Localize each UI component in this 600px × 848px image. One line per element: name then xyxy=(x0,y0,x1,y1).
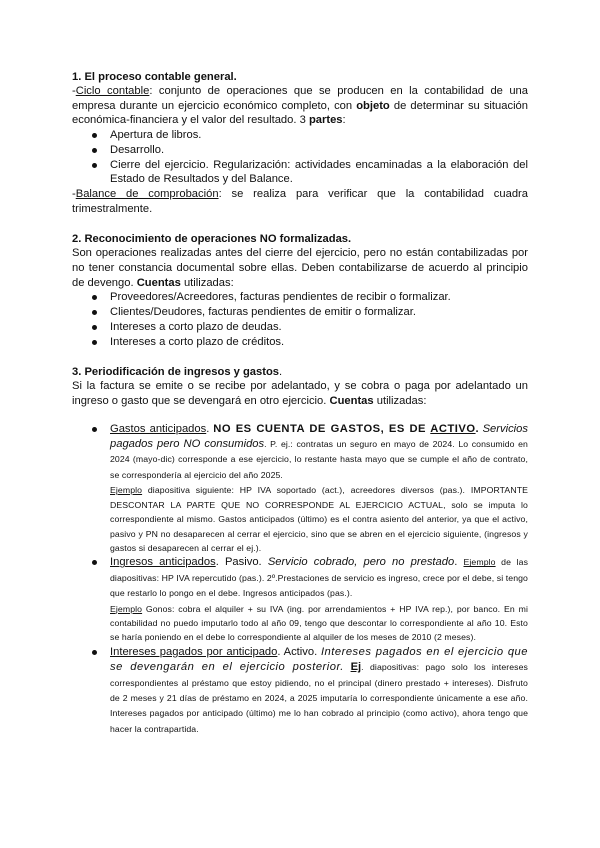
section-1-title: 1. El proceso contable general. xyxy=(72,71,237,83)
ejemplo-line xyxy=(110,602,528,645)
text: Gonos: cobra el alquiler + su IVA (ing. por arrendamientos + HP IVA rep.), por banco. En mi contabilidad no puedo imputarlo todo al año 09, tengo que descontar lo correspondiente al año 10. Esto se haría poniendo en el debe lo correspondiente al alquiler de los meses de 2010 (2 meses). xyxy=(110,603,528,643)
objeto-word: objeto xyxy=(356,99,390,112)
list-item-text: Desarrollo. xyxy=(110,143,165,156)
bullet-icon xyxy=(92,325,97,330)
activo-word: ACTIVO xyxy=(430,422,476,435)
section-3-title xyxy=(72,365,528,379)
ingresos-anticipados-term: Ingresos anticipados xyxy=(110,556,216,569)
text: de las diapositivas: HP IVA repercutido (pas.). 2º.Prestaciones de servicio es ingreso, crece por el debe, si tengo que restarlo lo pongo en el debe. Ingresos anticipados (pas.). xyxy=(110,557,529,599)
text: de determinar su situación económica-financiera y el valor del resultado. 3 xyxy=(72,99,528,127)
ciclo-contable-term: Ciclo contable xyxy=(75,85,150,97)
text: Son operaciones realizadas antes del cierre del ejercicio, pero no están contabilizadas por no tener constancia documental sobre ellas. Deben contabilizarse de acuerdo al principio de devengo. xyxy=(72,247,528,289)
text: . Activo. xyxy=(277,645,321,658)
balance-term: Balance de comprobación xyxy=(75,187,219,200)
text: . Pasivo. xyxy=(215,556,268,569)
list-item-text: Clientes/Deudores, facturas pendientes de emitir o formalizar. xyxy=(110,306,416,319)
bullet-icon xyxy=(92,560,97,565)
section-2-title: 2. Reconocimiento de operaciones NO formalizadas. xyxy=(72,233,352,246)
list-item xyxy=(72,158,528,187)
list-item-text: Proveedores/Acreedores, facturas pendientes de recibir o formalizar. xyxy=(110,291,451,304)
title-text: 3. Periodificación de ingresos y gastos xyxy=(72,366,280,379)
list-item xyxy=(72,143,528,158)
list-item-text: Cierre del ejercicio. Regularización: actividades encaminadas a la elaboración del Estado de Resultados y del Balance. xyxy=(110,158,528,186)
text: utilizadas: xyxy=(180,276,234,289)
bullet-icon xyxy=(92,340,97,345)
text: . diapositivas: pago solo los intereses correspondientes al préstamo que estoy pidiendo, no el principal (dinero prestado + intereses). Disfruto de 2 meses y 21 días de préstamo en 2024, a 2025 imputaría lo correspondiente únicamente a ese año. Intereses pagados por anticipado (último) me lo han cobrado al principio (como activo), ahora tengo que hacer la contrapartida. xyxy=(110,662,528,734)
space xyxy=(344,662,351,673)
intereses-pagados-term: Intereses pagados por anticipado xyxy=(110,645,278,658)
ej-word: Ej xyxy=(350,661,362,674)
list-item xyxy=(72,128,528,143)
dot: . xyxy=(206,422,210,435)
bullet-icon xyxy=(92,650,97,655)
list-item-ingresos-anticipados xyxy=(72,555,528,644)
section-3-paragraph xyxy=(72,379,528,408)
section-3-list xyxy=(72,422,528,738)
bullet-icon xyxy=(92,295,97,300)
servicio-cobrado-italic: Servicio cobrado, pero no prestado xyxy=(267,556,455,569)
text: : se realiza para verificar que la contabilidad cuadra trimestralmente. xyxy=(72,187,528,215)
dot: . xyxy=(454,556,464,569)
ejemplo-line xyxy=(110,483,528,555)
list-item xyxy=(72,305,528,320)
ejemplo-word: Ejemplo xyxy=(463,557,496,568)
cuentas-word: Cuentas xyxy=(329,394,374,407)
text: diapositiva siguiente: HP IVA soportado (act.), acreedores diversos (pas.). IMPORTANTE DESCONTAR LA PARTE QUE NO CORRESPONDE AL EJERCICIO ACTUAL, solo se imputa lo correspondiente al mismo. Gastos anticipados (último) es el contra asiento del anterior, ya que el activo, pasivo y PN no desaparecen al cerrar el ejercicio, sino que se abren en el ejercicio siguiente, (ingresos y gastos si desaparecen al cerrar el ej.). xyxy=(110,485,528,553)
bullet-icon xyxy=(92,163,97,168)
balance-paragraph xyxy=(72,187,528,216)
list-item xyxy=(72,320,528,335)
dash: - xyxy=(72,85,76,97)
list-item-intereses-pagados xyxy=(72,645,528,737)
cuentas-word: Cuentas xyxy=(136,276,181,289)
section-1-list xyxy=(72,128,528,187)
list-item xyxy=(72,335,528,350)
colon: : xyxy=(342,114,346,127)
title-dot: . xyxy=(279,366,283,379)
list-item xyxy=(72,290,528,305)
document-content xyxy=(72,70,528,737)
dot: . xyxy=(475,422,479,435)
text: utilizadas: xyxy=(373,394,427,407)
ciclo-contable-paragraph xyxy=(72,84,528,128)
gastos-anticipados-term: Gastos anticipados xyxy=(110,422,207,435)
ejemplo-word: Ejemplo xyxy=(110,485,143,496)
no-es-cuenta-text: NO ES CUENTA DE GASTOS, ES DE xyxy=(213,422,431,435)
dash: - xyxy=(72,187,76,200)
list-item-text: Apertura de libros. xyxy=(110,129,202,142)
servicios-italic: Servicios pagados pero NO consumidos xyxy=(110,422,528,451)
intereses-italic: Intereses pagados en el ejercicio que se devengarán en el ejercicio posterior. xyxy=(110,645,529,674)
section-2-list xyxy=(72,290,528,349)
bullet-icon xyxy=(92,133,97,138)
text: . P. ej.: contratas un seguro en mayo de 2024. Lo consumido en 2024 (mayo-dic) corresponde a ese ejercicio, lo restante hasta mayo que se cumple el año de contrato, se correspondería al ejercicio del año 2025. xyxy=(110,439,528,480)
partes-word: partes xyxy=(308,114,343,127)
list-item-text: Intereses a corto plazo de deudas. xyxy=(110,320,282,333)
section-2-paragraph xyxy=(72,246,528,290)
ejemplo-word: Ejemplo xyxy=(110,603,143,614)
text: Si la factura se emite o se recibe por adelantado, y se cobra o paga por adelantado un ingreso o gasto que se devengará en otro ejercicio. xyxy=(72,380,528,407)
list-item-text: Intereses a corto plazo de créditos. xyxy=(110,335,285,348)
bullet-icon xyxy=(92,148,97,153)
text: : conjunto de operaciones que se producen en la contabilidad de una empresa durante un ejercicio económico completo, con xyxy=(72,85,528,112)
bullet-icon xyxy=(92,310,97,315)
bullet-icon xyxy=(92,427,97,432)
list-item-gastos-anticipados xyxy=(72,422,528,556)
